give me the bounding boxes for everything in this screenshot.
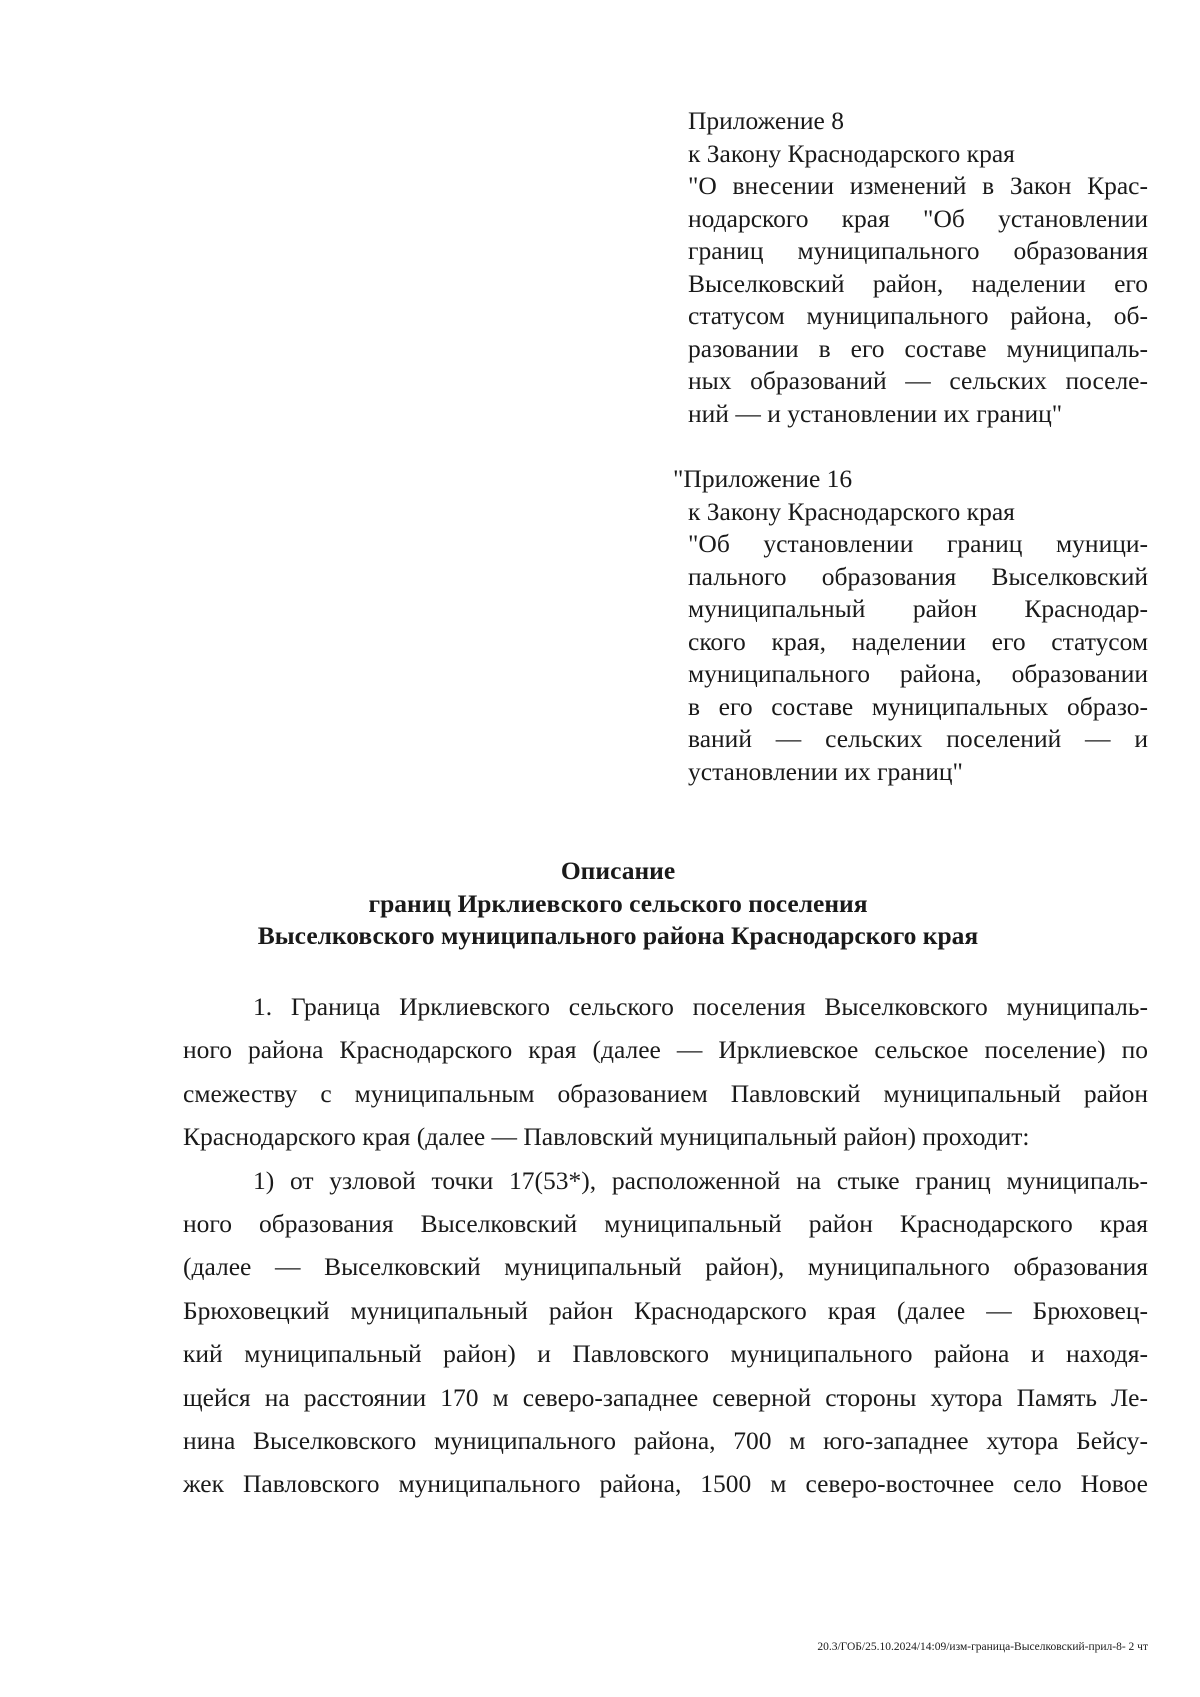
appendix-line: ваний — сельских поселений — и xyxy=(688,724,1148,753)
title-line: Выселковского муниципального района Краснодарского края xyxy=(257,921,979,950)
appendix-line: ний — и установлении их границ" xyxy=(688,398,1063,428)
body-line: (далее — Выселковский муниципальный район), муниципального образования xyxy=(183,1252,1148,1282)
body-line: ного района Краснодарского края (далее — Ирклиевское сельское поселение) по xyxy=(183,1035,1148,1065)
appendix-line: "Об установлении границ муници- xyxy=(688,529,1148,558)
document-title xyxy=(180,855,1056,953)
appendix-line: муниципальный район Краснодар- xyxy=(688,594,1148,623)
appendix-line: к Закону Краснодарского края xyxy=(688,496,1015,526)
document-body xyxy=(183,985,1148,1506)
appendix-line: ского края, наделении его статусом xyxy=(688,626,1148,656)
appendix-header-block xyxy=(688,105,1148,430)
body-line: 1. Граница Ирклиевского сельского поселения Выселковского муниципаль- xyxy=(253,992,1148,1021)
appendix-line: пального образования Выселковский xyxy=(688,561,1148,591)
appendix-line: в его составе муниципальных образо- xyxy=(688,691,1148,721)
body-line: смежеству с муниципальным образованием Павловский муниципальный район xyxy=(183,1078,1148,1108)
appendix-line: Выселковский район, наделении его xyxy=(688,268,1148,298)
quoted-appendix-block xyxy=(673,463,1148,788)
body-line: Брюховецкий муниципальный район Краснодарского края (далее — Брюховец- xyxy=(183,1295,1148,1325)
title-line: Описание xyxy=(560,856,676,885)
body-line: щейся на расстоянии 170 м северо-западнее северной стороны хутора Память Ле- xyxy=(183,1382,1148,1412)
document-footer-code: 20.3/ГОБ/25.10.2024/14:09/изм-граница-Выселковский-прил-8- 2 чт xyxy=(817,1641,1148,1653)
body-line: Краснодарского края (далее — Павловский муниципальный район) проходит: xyxy=(183,1122,1030,1152)
appendix-line: нодарского края "Об установлении xyxy=(688,203,1148,233)
appendix-line: разовании в его составе муниципаль- xyxy=(688,333,1148,363)
appendix-line: статусом муниципального района, об- xyxy=(688,301,1148,330)
body-line: жек Павловского муниципального района, 1500 м северо-восточнее село Новое xyxy=(183,1469,1148,1499)
body-line: ного образования Выселковский муниципальный район Краснодарского края xyxy=(183,1209,1148,1239)
appendix-line: к Закону Краснодарского края xyxy=(688,138,1015,168)
appendix-line: ных образований — сельских поселе- xyxy=(688,366,1148,395)
appendix-line: границ муниципального образования xyxy=(688,236,1148,265)
appendix-line: "Приложение 16 xyxy=(673,464,853,493)
title-line: границ Ирклиевского сельского поселения xyxy=(368,888,868,918)
body-line: нина Выселковского муниципального района, 700 м юго-западнее хутора Бейсу- xyxy=(183,1426,1148,1456)
appendix-line: установлении их границ" xyxy=(688,756,963,786)
body-line: 1) от узловой точки 17(53*), расположенной на стыке границ муниципаль- xyxy=(253,1165,1148,1195)
appendix-line: муниципального района, образовании xyxy=(688,659,1148,688)
appendix-line: Приложение 8 xyxy=(688,106,844,135)
appendix-line: "О внесении изменений в Закон Крас- xyxy=(688,171,1148,200)
body-line: кий муниципальный район) и Павловского муниципального района и находя- xyxy=(183,1339,1148,1369)
